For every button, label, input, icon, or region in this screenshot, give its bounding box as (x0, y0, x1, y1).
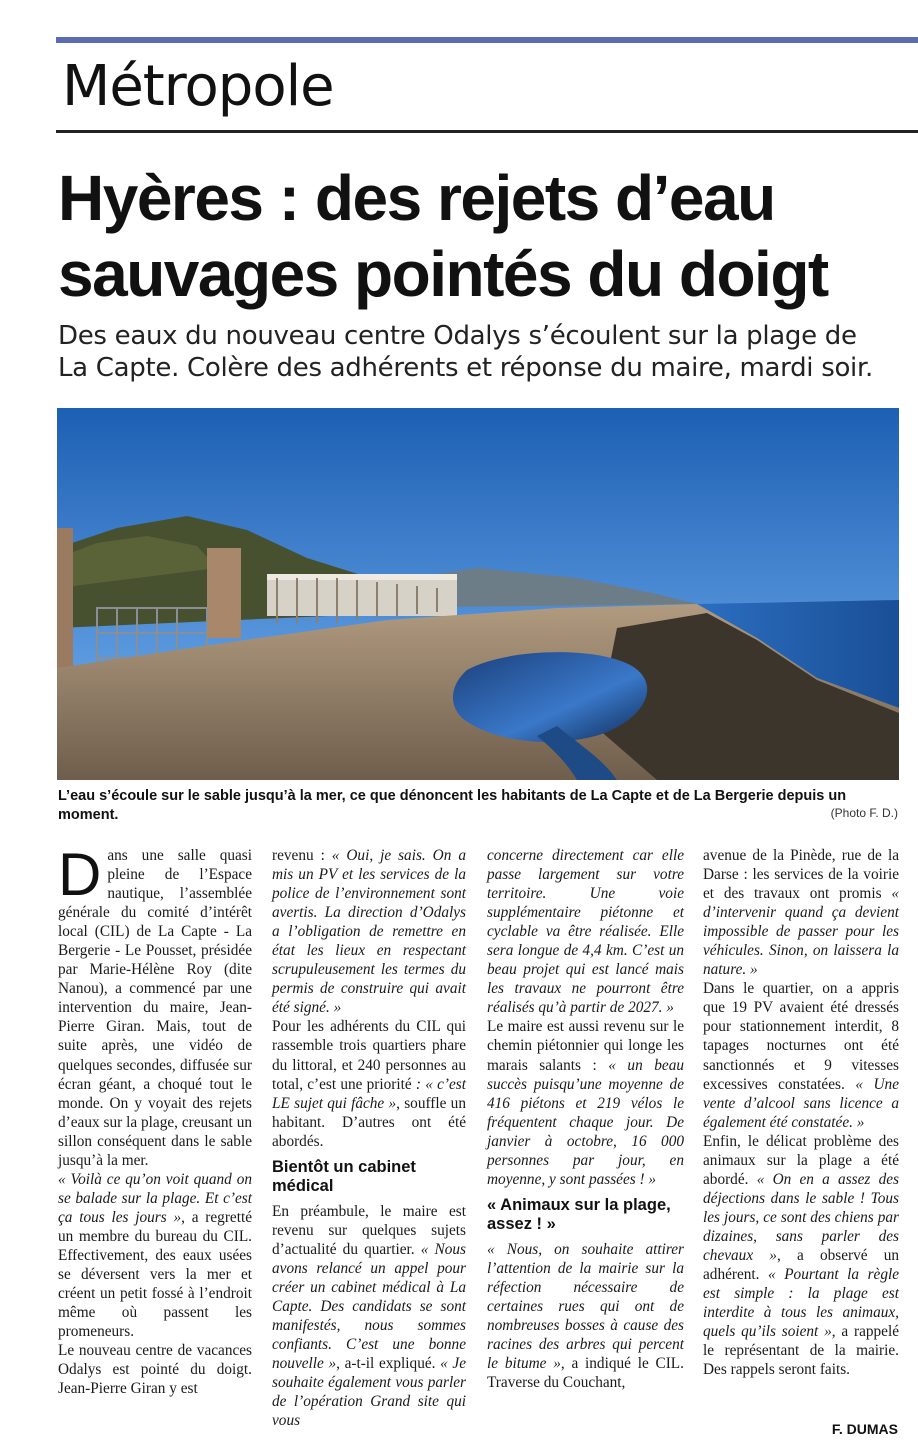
text: , a rappelé le représentant de la mairie. Des rappels seront faits. (703, 1323, 899, 1379)
quote: « d’intervenir quand ça devient impossible de passer pour les véhicules. Sinon, on laissera la nature. » (703, 885, 899, 979)
beach-photo-illustration (57, 408, 899, 780)
article-column-1 (58, 841, 252, 1398)
text: , a indiqué le CIL. Traverse du Couchant, (487, 1355, 684, 1392)
article-column-2 (272, 846, 466, 1430)
photo-credit: (Photo F. D.) (830, 806, 898, 820)
paragraph (272, 846, 466, 1017)
text: Enfin, le délicat problème des animaux sur la plage a été abordé. (703, 1132, 899, 1188)
author-signature: F. DUMAS (831, 1421, 898, 1437)
text: revenu : (272, 847, 332, 864)
quote: « Voilà ce qu’on voit quand on se balade sur la plage. Et c’est ça tous les jours » (58, 1170, 252, 1226)
quote: « Une vente d’alcool sans licence a également été constatée. » (703, 1075, 899, 1131)
text: Le maire est aussi revenu sur le chemin piétonnier qui longe les marais salants : (487, 1018, 684, 1074)
headline-line-1: Hyères : des rejets d’eau (58, 162, 775, 234)
text: , a observé un adhérent. (703, 1246, 899, 1284)
quote: « Nous, on souhaite attirer l’attention de la mairie sur la réfection nécessaire de certaines rues qui ont de nombreuses bosses à cause des racines des arbres qui percent le bitume » (487, 1240, 684, 1373)
quote: « Nous avons relancé un appel pour créer un cabinet médical à La Capte. Des candidats se sont manifestés, nous sommes confiants. C’est une bonne nouvelle » (272, 1240, 466, 1373)
paragraph (487, 1240, 684, 1392)
quote: « On en a assez des déjections dans le sable ! Tous les jours, ce sont des chiens par dizaines, sans parler des chevaux » (703, 1170, 899, 1264)
beach-photo (57, 408, 899, 780)
paragraph (487, 1017, 684, 1188)
quote: « Oui, je sais. On a mis un PV et les services de la police de l’environnement sont avertis. La direction d’Odalys a l’obligation de remettre en état les lieux en respectant scrupuleusement les termes du permis de construire qui avait été signé. » (272, 847, 466, 1017)
text: avenue de la Pinède, rue de la Darse : les services de la voirie et des travaux ont promis (703, 847, 899, 903)
deck-line-1: Des eaux du nouveau centre Odalys s’écoulent sur la plage de (58, 321, 857, 351)
section-rule (56, 130, 918, 133)
paragraph: Le nouveau centre de vacances Odalys est pointé du doigt. Jean-Pierre Giran y est (58, 1342, 252, 1398)
text: , souffle un habitant. D’autres ont été abordés. (272, 1094, 466, 1150)
paragraph (58, 1170, 252, 1341)
text: ans une salle quasi pleine de l’Espace nautique, l’assemblée générale du comité d’intérêt local (CIL) de La Capte - La Bergerie - Le Pousset, présidée par Marie-Hélène Roy (dite Nanou), a commencé par une intervention du maire, Jean-Pierre Giran. Mais, tout de suite après, une vidéo de quelques secondes, diffusée sur écran géant, a choqué tout le monde. On y voyait des rejets d’eaux sur la plage, creusant un sillon conséquent dans le sable jusqu’à la mer. (58, 847, 252, 1169)
headline-line-2: sauvages pointés du doigt (58, 238, 828, 310)
deck-line-2: La Capte. Colère des adhérents et réponse du maire, mardi soir. (58, 353, 873, 383)
quote: « un beau succès puisqu’une moyenne de 416 piétons et 219 vélos le fréquentent chaque jour. De janvier à octobre, 16 000 personnes par jour, en moyenne, y sont passées ! » (487, 1056, 684, 1188)
quote: « Je souhaite également vous parler de l’opération Grand site qui vous (272, 1355, 466, 1430)
section-title: Métropole (62, 54, 334, 119)
text: , a regretté un membre du bureau du CIL. Effectivement, des eaux usées se déversent vers la mer et créent un petit fossé à l’endroit même où passent les promeneurs. (58, 1208, 252, 1341)
subheading: « Animaux sur la plage, assez ! » (487, 1195, 671, 1233)
quote: concerne directement car elle passe largement sur votre territoire. Une voie supplémentaire piétonne et cyclable va être réalisée. Elle sera longue de 4,4 km. C’est un beau projet qui est lancé mais les travaux ne pourront être réalisés qu’à partir de 2027. » (487, 847, 684, 1017)
subheading: Bientôt un cabinet médical (272, 1157, 416, 1195)
text: En préambule, le maire est revenu sur quelques sujets d’actualité du quartier. (272, 1202, 466, 1258)
paragraph (703, 1132, 899, 1380)
deck (58, 320, 918, 384)
article-column-4 (703, 846, 899, 1379)
paragraph (58, 841, 252, 1170)
article-column-3 (487, 846, 684, 1392)
headline (58, 160, 918, 312)
quote: : « c’est LE sujet qui fâche » (272, 1075, 466, 1112)
text: , a-t-il expliqué. (336, 1355, 441, 1373)
paragraph (703, 979, 899, 1131)
paragraph (272, 1202, 466, 1431)
drop-cap: D (58, 841, 102, 908)
section-top-bar (56, 37, 918, 43)
text: Pour les adhérents du CIL qui rassemble trois quartiers phare du littoral, et 240 personnes au total, c’est une priorité (272, 1018, 466, 1093)
quote: « Pourtant la règle est simple : la plage est interdite à tous les animaux, quels qu’ils soient » (703, 1266, 900, 1341)
photo-caption: L’eau s’écoule sur le sable jusqu’à la mer, ce que dénoncent les habitants de La Capte et de La Bergerie depuis un moment. (58, 788, 847, 823)
paragraph (487, 846, 684, 1017)
paragraph (272, 1017, 466, 1150)
paragraph (703, 846, 899, 979)
text: Dans le quartier, on a appris que 19 PV avaient été dressés pour stationnement interdit, 8 tapages nocturnes ont été sanctionnés et 9 vitesses excessives constatées. (703, 980, 899, 1093)
